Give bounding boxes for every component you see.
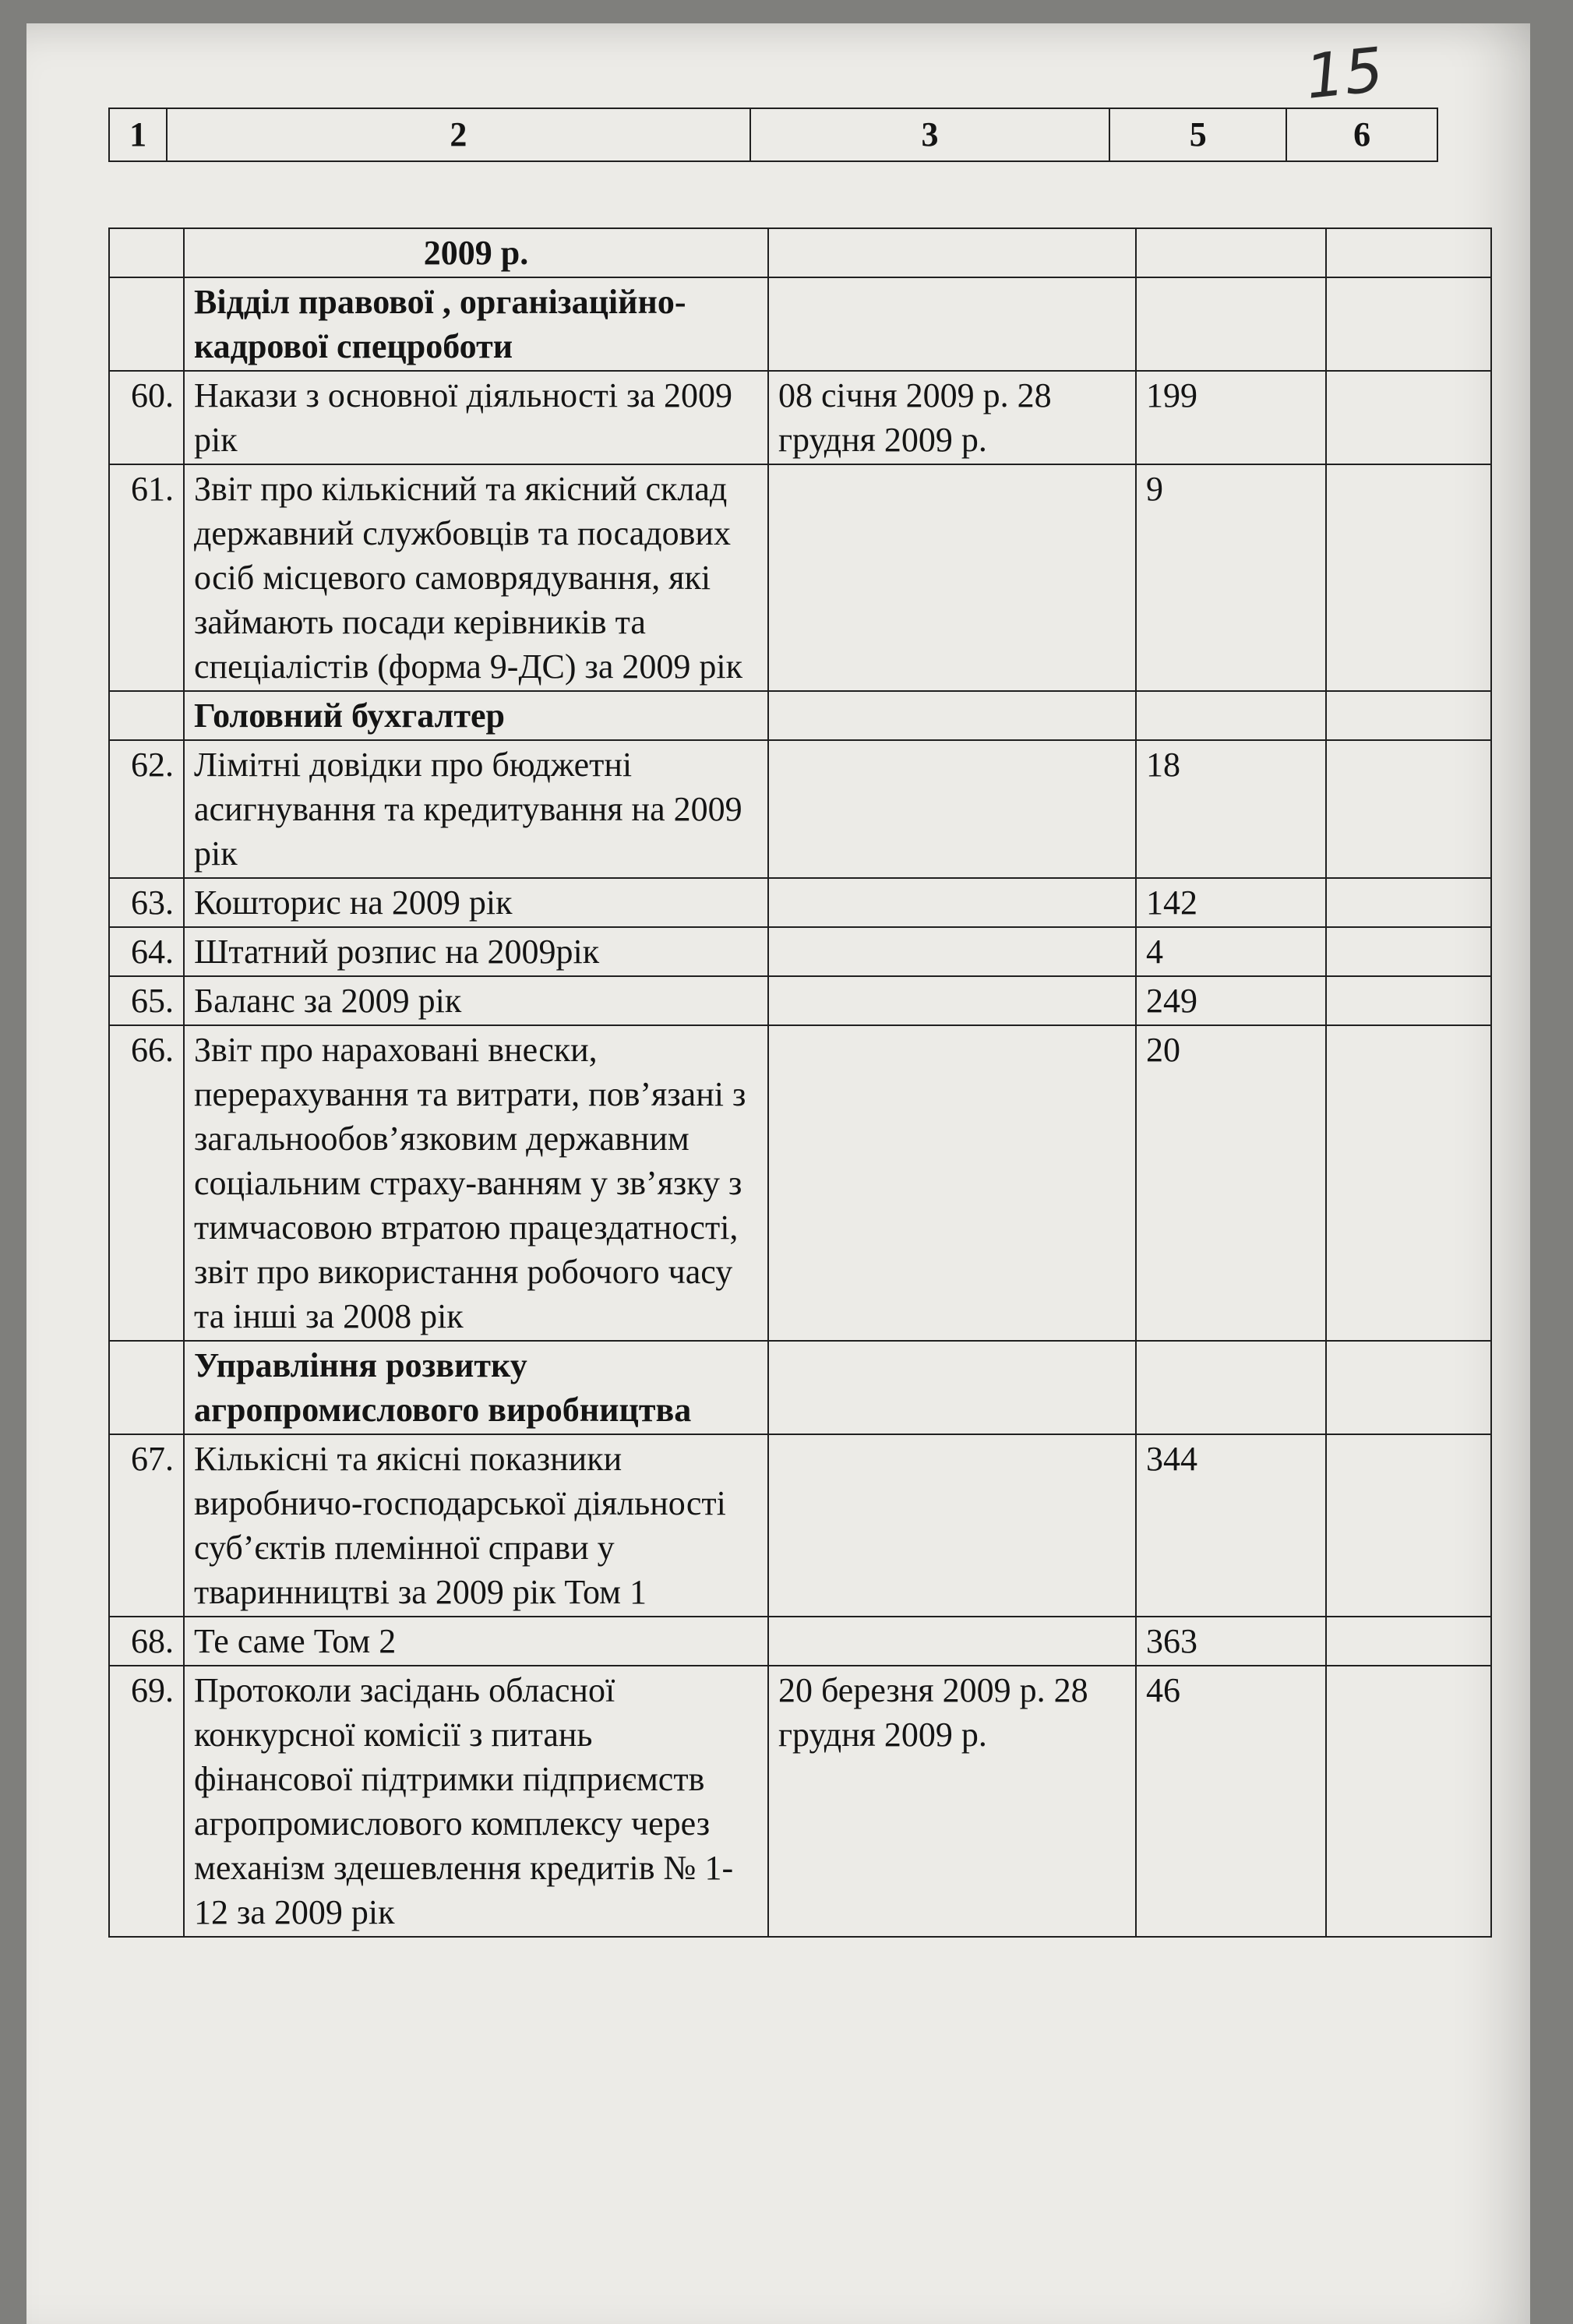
note-cell xyxy=(1326,277,1491,371)
row-number: 68. xyxy=(109,1617,184,1666)
section-heading: Відділ правової , організаційно-кадрової спецроботи xyxy=(184,277,768,371)
count-cell: 18 xyxy=(1136,740,1326,878)
count-cell: 4 xyxy=(1136,927,1326,976)
count-cell: 249 xyxy=(1136,976,1326,1025)
note-cell xyxy=(1326,1617,1491,1666)
handwritten-page-number: 15 xyxy=(1302,35,1387,113)
dates-cell: 08 січня 2009 р. 28 грудня 2009 р. xyxy=(768,371,1136,464)
count-cell xyxy=(1136,277,1326,371)
table-row xyxy=(109,1617,1491,1666)
year-row xyxy=(109,228,1491,277)
note-cell xyxy=(1326,691,1491,740)
table-row xyxy=(109,740,1491,878)
note-cell xyxy=(1326,927,1491,976)
note-cell xyxy=(1326,1025,1491,1341)
section-heading: Управління розвитку агропромислового виробництва xyxy=(184,1341,768,1434)
note-cell xyxy=(1326,1434,1491,1617)
note-cell xyxy=(1326,464,1491,691)
dates-cell xyxy=(768,1341,1136,1434)
year-heading: 2009 р. xyxy=(184,228,768,277)
row-number: 62. xyxy=(109,740,184,878)
dates-cell xyxy=(768,1434,1136,1617)
document-title: Кошторис на 2009 рік xyxy=(184,878,768,927)
document-title: Кількісні та якісні показники виробничо-господарської діяльності суб’єктів племінної справи у тваринництві за 2009 рік Том 1 xyxy=(184,1434,768,1617)
row-number xyxy=(109,277,184,371)
row-number: 63. xyxy=(109,878,184,927)
row-number: 65. xyxy=(109,976,184,1025)
dates-cell xyxy=(768,1025,1136,1341)
table-row xyxy=(109,371,1491,464)
row-number xyxy=(109,1341,184,1434)
column-header: 1 xyxy=(109,108,167,161)
table-row xyxy=(109,878,1491,927)
column-header: 6 xyxy=(1286,108,1437,161)
count-cell: 20 xyxy=(1136,1025,1326,1341)
row-number: 61. xyxy=(109,464,184,691)
row-number: 67. xyxy=(109,1434,184,1617)
section-heading: Головний бухгалтер xyxy=(184,691,768,740)
row-number: 60. xyxy=(109,371,184,464)
row-number: 64. xyxy=(109,927,184,976)
row-number: 69. xyxy=(109,1666,184,1937)
inventory-table xyxy=(108,227,1492,1938)
count-cell: 46 xyxy=(1136,1666,1326,1937)
row-number xyxy=(109,691,184,740)
table-row xyxy=(109,976,1491,1025)
dates-cell xyxy=(768,740,1136,878)
section-row xyxy=(109,277,1491,371)
document-title: Лімітні довідки про бюджетні асигнування та кредитування на 2009 рік xyxy=(184,740,768,878)
table-row xyxy=(109,1666,1491,1937)
section-row xyxy=(109,1341,1491,1434)
dates-cell xyxy=(768,1617,1136,1666)
table-row xyxy=(109,1025,1491,1341)
table-row xyxy=(109,927,1491,976)
note-cell xyxy=(1326,1666,1491,1937)
table-row xyxy=(109,1434,1491,1617)
note-cell xyxy=(1326,976,1491,1025)
document-title: Протоколи засідань обласної конкурсної комісії з питань фінансової підтримки підприємств агропромислового комплексу через механізм здешевлення кредитів № 1-12 за 2009 рік xyxy=(184,1666,768,1937)
dates-cell xyxy=(768,277,1136,371)
count-cell: 344 xyxy=(1136,1434,1326,1617)
note-cell xyxy=(1326,740,1491,878)
count-cell: 363 xyxy=(1136,1617,1326,1666)
note-cell xyxy=(1326,1341,1491,1434)
count-cell xyxy=(1136,1341,1326,1434)
dates-cell xyxy=(768,691,1136,740)
document-title: Накази з основної діяльності за 2009 рік xyxy=(184,371,768,464)
document-title: Звіт про кількісний та якісний склад державний службовців та посадових осіб місцевого самоврядування, які займають посади керівників та спеціалістів (форма 9-ДС) за 2009 рік xyxy=(184,464,768,691)
count-cell xyxy=(1136,228,1326,277)
dates-cell xyxy=(768,228,1136,277)
count-cell: 142 xyxy=(1136,878,1326,927)
column-header: 3 xyxy=(750,108,1110,161)
dates-cell xyxy=(768,878,1136,927)
document-title: Звіт про нараховані внески, перерахування та витрати, пов’язані з загальнообов’язковим державним соціальним страху-ванням у зв’язку з тимчасовою втратою працездатності, звіт про використання робочого часу та інші за 2008 рік xyxy=(184,1025,768,1341)
row-number: 66. xyxy=(109,1025,184,1341)
row-number xyxy=(109,228,184,277)
document-title: Те саме Том 2 xyxy=(184,1617,768,1666)
table-row xyxy=(109,464,1491,691)
document-title: Штатний розпис на 2009рік xyxy=(184,927,768,976)
note-cell xyxy=(1326,371,1491,464)
dates-cell xyxy=(768,464,1136,691)
column-header-table xyxy=(108,108,1438,162)
count-cell: 9 xyxy=(1136,464,1326,691)
dates-cell xyxy=(768,927,1136,976)
count-cell xyxy=(1136,691,1326,740)
count-cell: 199 xyxy=(1136,371,1326,464)
dates-cell: 20 березня 2009 р. 28 грудня 2009 р. xyxy=(768,1666,1136,1937)
note-cell xyxy=(1326,878,1491,927)
column-header: 2 xyxy=(167,108,749,161)
section-row xyxy=(109,691,1491,740)
header-row xyxy=(109,108,1437,161)
document-title: Баланс за 2009 рік xyxy=(184,976,768,1025)
note-cell xyxy=(1326,228,1491,277)
dates-cell xyxy=(768,976,1136,1025)
column-header: 5 xyxy=(1109,108,1286,161)
